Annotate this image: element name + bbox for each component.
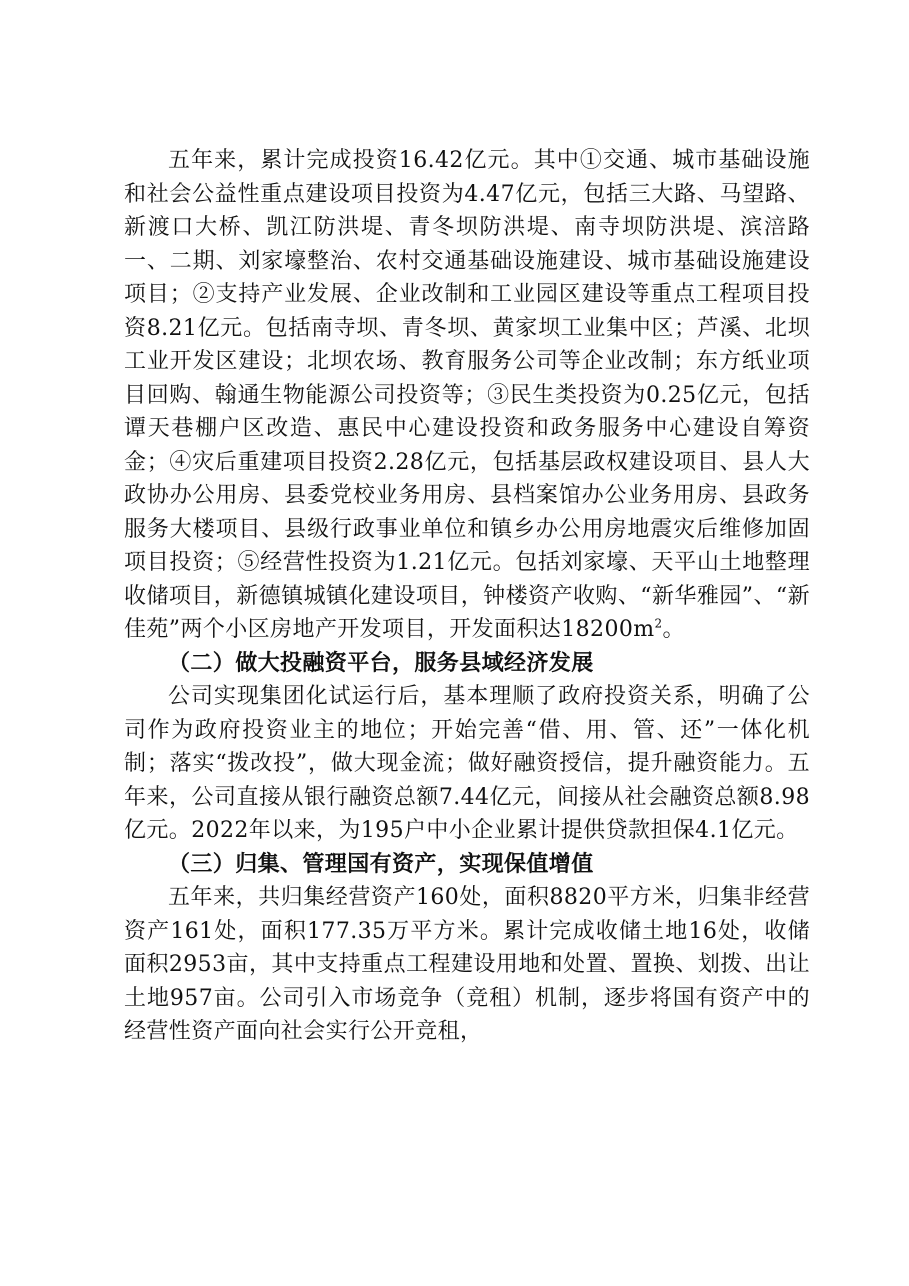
document-body xyxy=(124,144,810,1049)
investment-paragraph xyxy=(124,144,810,647)
square-meter-superscript: 2 xyxy=(654,616,663,631)
state-assets-paragraph: 五年来，共归集经营资产160处，面积8820平方米，归集非经营资产161处，面积177.35万平方米。累计完成收储土地16处，收储面积2953亩，其中支持重点工程建设用地和处置、置换、划拨、出让土地957亩。公司引入市场竞争（竞租）机制，逐步将国有资产中的经营性资产面向社会实行公开竞租， xyxy=(124,885,810,1044)
investment-text-end: 。 xyxy=(662,617,685,642)
investment-text: 五年来，累计完成投资16.42亿元。其中①交通、城市基础设施和社会公益性重点建设项目投资为4.47亿元，包括三大路、马望路、新渡口大桥、凯江防洪堤、青冬坝防洪堤、南寺坝防洪堤、滨涪路一、二期、刘家壕整治、农村交通基础设施建设、城市基础设施建设项目；②支持产业发展、企业改制和工业园区建设等重点工程项目投资8.21亿元。包括南寺坝、青冬坝、黄家坝工业集中区；芦溪、北坝工业开发区建设；北坝农场、教育服务公司等企业改制；东方纸业项目回购、翰通生物能源公司投资等；③民生类投资为0.25亿元，包括谭天巷棚户区改造、惠民中心建设投资和政务服务中心建设自筹资金；④灾后重建项目投资2.28亿元，包括基层政权建设项目、县人大政协办公用房、县委党校业务用房、县档案馆办公业务用房、县政务服务大楼项目、县级行政事业单位和镇乡办公用房地震灾后维修加固项目投资；⑤经营性投资为1.21亿元。包括刘家壕、天平山土地整理收储项目，新德镇城镇化建设项目，钟楼资产收购、“新华雅园”、“新佳苑”两个小区房地产开发项目，开发面积达18200m xyxy=(124,148,810,642)
financing-paragraph: 公司实现集团化试运行后，基本理顺了政府投资关系，明确了公司作为政府投资业主的地位；开始完善“借、用、管、还”一体化机制；落实“拨改投”，做大现金流；做好融资授信，提升融资能力。五年来，公司直接从银行融资总额7.44亿元，间接从社会融资总额8.98亿元。2022年以来，为195户中小企业累计提供贷款担保4.1亿元。 xyxy=(124,684,810,843)
financing-platform-heading: （二）做大投融资平台，服务县域经济发展 xyxy=(168,649,594,676)
state-assets-heading: （三）归集、管理国有资产，实现保值增值 xyxy=(168,850,594,877)
